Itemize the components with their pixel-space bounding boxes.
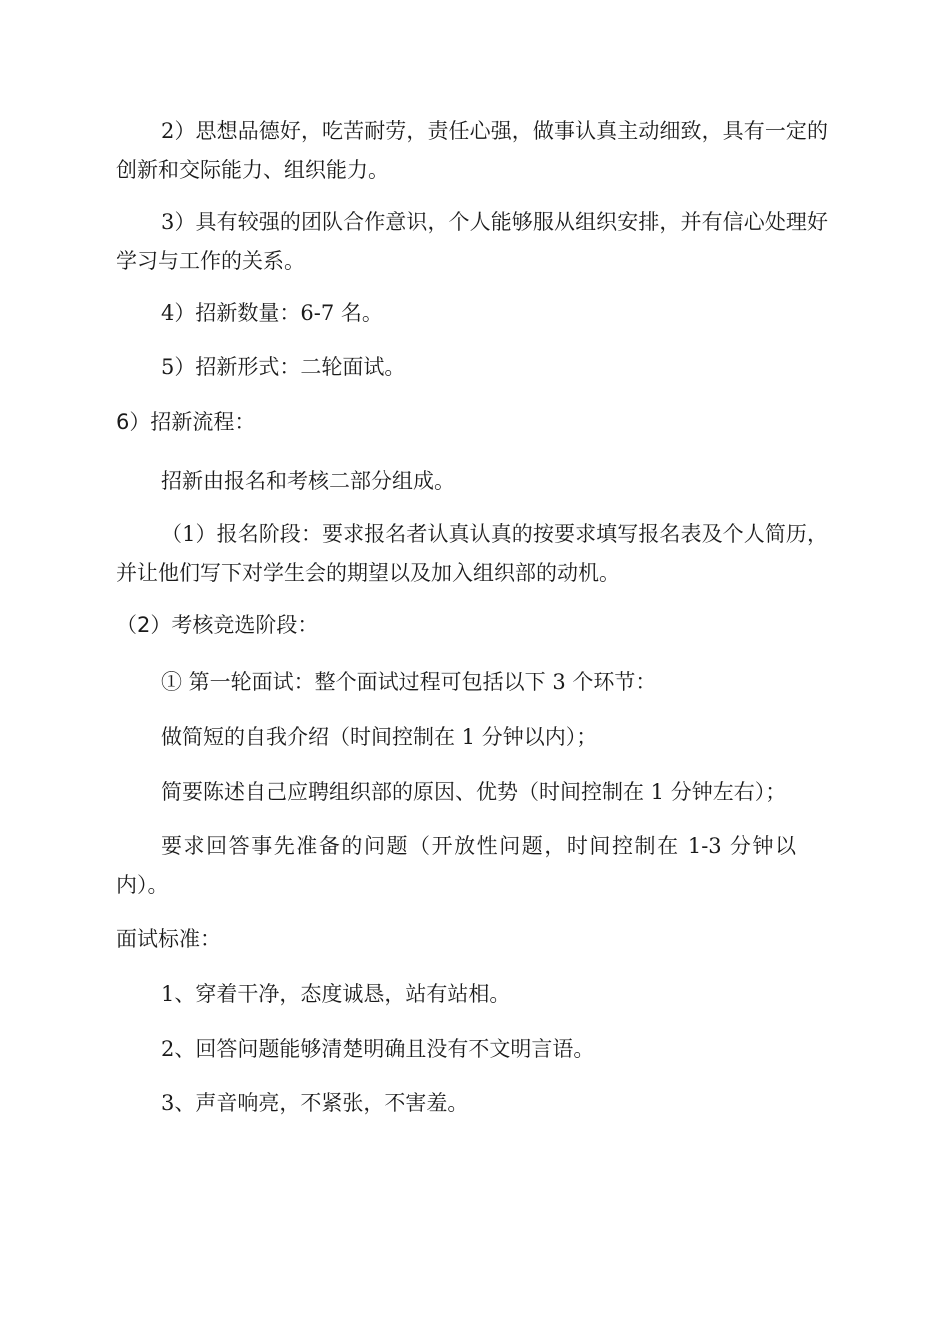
interview-criteria-heading: 面试标准： bbox=[116, 927, 221, 951]
criterion-2: 2、回答问题能够清楚明确且没有不文明言语。 bbox=[161, 1037, 595, 1061]
step-reason: 简要陈述自己应聘组织部的原因、优势（时间控制在 1 分钟左右）； bbox=[161, 780, 787, 804]
criterion-3: 3、声音响亮，不紧张，不害羞。 bbox=[161, 1091, 469, 1115]
first-interview: ① 第一轮面试：整个面试过程可包括以下 3 个环节： bbox=[161, 670, 657, 694]
requirement-2: 2）思想品德好，吃苦耐劳，责任心强，做事认真主动细致，具有一定的创新和交际能力、组织能力。 bbox=[116, 119, 828, 182]
step-questions: 要求回答事先准备的问题（开放性问题，时间控制在 1-3 分钟以内）。 bbox=[116, 834, 796, 897]
requirement-3: 3）具有较强的团队合作意识，个人能够服从组织安排，并有信心处理好学习与工作的关系。 bbox=[116, 210, 828, 273]
step-self-intro: 做简短的自我介绍（时间控制在 1 分钟以内）； bbox=[161, 725, 598, 749]
recruit-process-heading: 6）招新流程： bbox=[116, 410, 256, 434]
recruit-quantity: 4）招新数量：6-7 名。 bbox=[161, 301, 383, 325]
process-overview: 招新由报名和考核二部分组成。 bbox=[161, 469, 455, 493]
criterion-1: 1、穿着干净，态度诚恳，站有站相。 bbox=[161, 982, 511, 1006]
recruit-format: 5）招新形式：二轮面试。 bbox=[161, 355, 406, 379]
registration-stage: （1）报名阶段：要求报名者认真认真的按要求填写报名表及个人简历，并让他们写下对学生会的期望以及加入组织部的动机。 bbox=[116, 522, 828, 585]
assessment-stage-heading: （2）考核竞选阶段： bbox=[116, 613, 319, 637]
